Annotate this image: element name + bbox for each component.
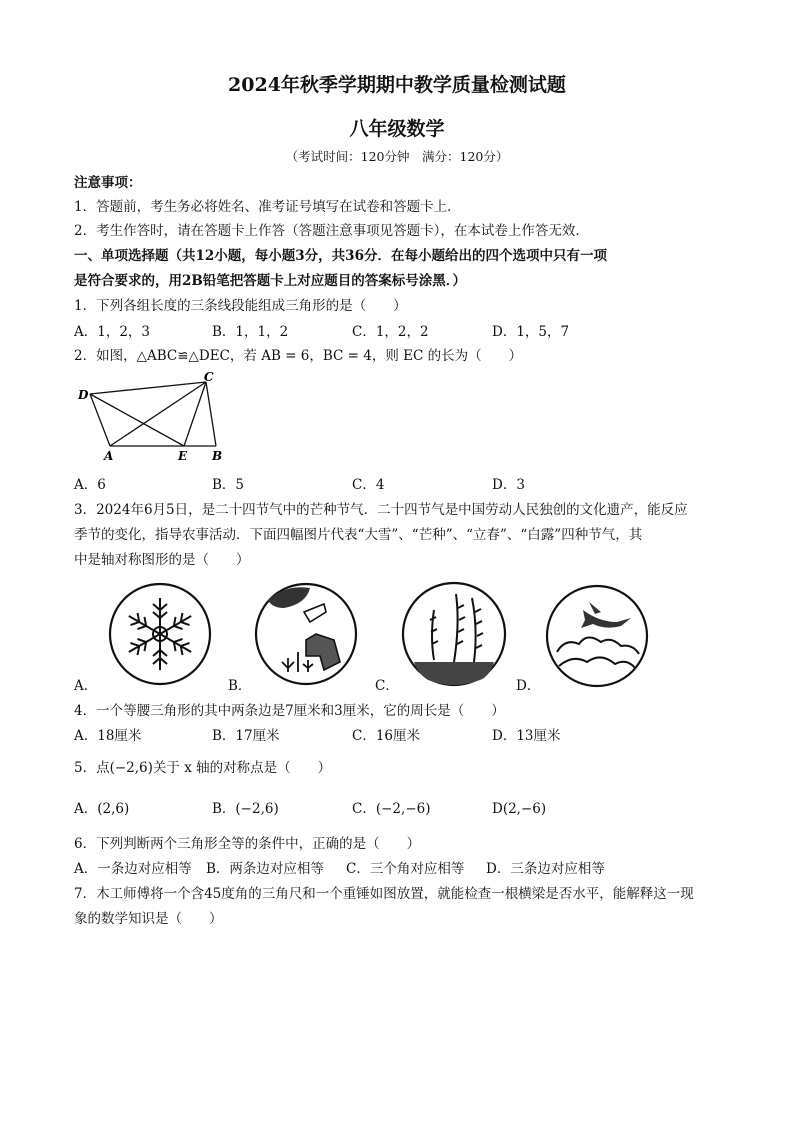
question-stem: 1．下列各组长度的三条线段能组成三角形的是（ ） — [74, 298, 407, 314]
option-b: B．17厘米 — [212, 728, 280, 744]
question-stem: 5．点(−2,6)关于 x 轴的对称点是（ ） — [74, 760, 332, 776]
option-a: A． — [74, 678, 98, 694]
bailu-icon — [545, 584, 649, 688]
note-item: 1．答题前，考生务必将姓名、准考证号填写在试卷和答题卡上． — [74, 199, 461, 215]
option-b: B． — [228, 678, 252, 694]
option-a: A．18厘米 — [74, 728, 142, 744]
section-heading: 一、单项选择题（共12小题，每小题3分，共36分．在每小题给出的四个选项中只有一项 — [74, 248, 607, 264]
option-d: D．1，5，7 — [492, 324, 570, 340]
question-stem: 2．如图，△ABC≌△DEC，若 AB = 6，BC = 4，则 EC 的长为（ ） — [74, 348, 523, 364]
vertex-label-a: A — [104, 449, 114, 462]
option-c: C．4 — [352, 477, 385, 493]
question-stem: 象的数学知识是（ ） — [74, 911, 223, 927]
option-d: D(2,−6) — [492, 801, 547, 817]
option-c: C．16厘米 — [352, 728, 421, 744]
question-stem: 中是轴对称图形的是（ ） — [74, 552, 250, 568]
question-stem: 季节的变化，指导农事活动．下面四幅图片代表“大雪”、“芒种”、“立春”、“白露”四种节气，其 — [74, 527, 643, 543]
exam-subtitle: 八年级数学 — [349, 118, 445, 140]
option-b: B．两条边对应相等 — [206, 861, 324, 877]
option-c: C． — [375, 678, 399, 694]
note-item: 2．考生作答时，请在答题卡上作答（答题注意事项见答题卡），在本试卷上作答无效． — [74, 223, 589, 239]
vertex-label-b: B — [212, 449, 223, 462]
vertex-label-e: E — [178, 449, 188, 462]
vertex-label-d: D — [78, 388, 89, 402]
snowflake-icon — [108, 582, 212, 686]
lichun-icon — [400, 580, 508, 688]
notes-heading: 注意事项： — [74, 175, 142, 191]
section-heading: 是符合要求的，用2B铅笔把答题卡上对应题目的答案标号涂黑．） — [74, 273, 467, 289]
option-d: D．三条边对应相等 — [486, 861, 605, 877]
triangle-figure — [74, 370, 234, 462]
mangzhong-icon — [254, 582, 358, 686]
question-stem: 6．下列判断两个三角形全等的条件中，正确的是（ ） — [74, 836, 421, 852]
option-c: C．三个角对应相等 — [346, 861, 465, 877]
exam-info: （考试时间：120分钟 满分：120分） — [285, 149, 509, 164]
option-c: C．1，2，2 — [352, 324, 429, 340]
option-d: D．3 — [492, 477, 525, 493]
option-a: A．(2,6) — [74, 801, 130, 817]
vertex-label-c: C — [204, 370, 214, 384]
option-d: D．13厘米 — [492, 728, 561, 744]
option-a: A．一条边对应相等 — [74, 861, 192, 877]
exam-title: 2024年秋季学期期中教学质量检测试题 — [228, 74, 566, 96]
option-c: C．(−2,−6) — [352, 801, 431, 817]
option-b: B．5 — [212, 477, 245, 493]
option-b: B．(−2,6) — [212, 801, 279, 817]
option-b: B．1，1，2 — [212, 324, 289, 340]
option-d: D． — [516, 678, 541, 694]
question-stem: 7．木工师傅将一个含45度角的三角尺和一个重锤如图放置，就能检查一根横梁是否水平，能解释这一现 — [74, 886, 694, 902]
question-stem: 3．2024年6月5日，是二十四节气中的芒种节气．二十四节气是中国劳动人民独创的文化遗产，能反应 — [74, 502, 688, 518]
question-stem: 4．一个等腰三角形的其中两条边是7厘米和3厘米，它的周长是（ ） — [74, 703, 505, 719]
option-a: A．1，2，3 — [74, 324, 151, 340]
option-a: A．6 — [74, 477, 106, 493]
